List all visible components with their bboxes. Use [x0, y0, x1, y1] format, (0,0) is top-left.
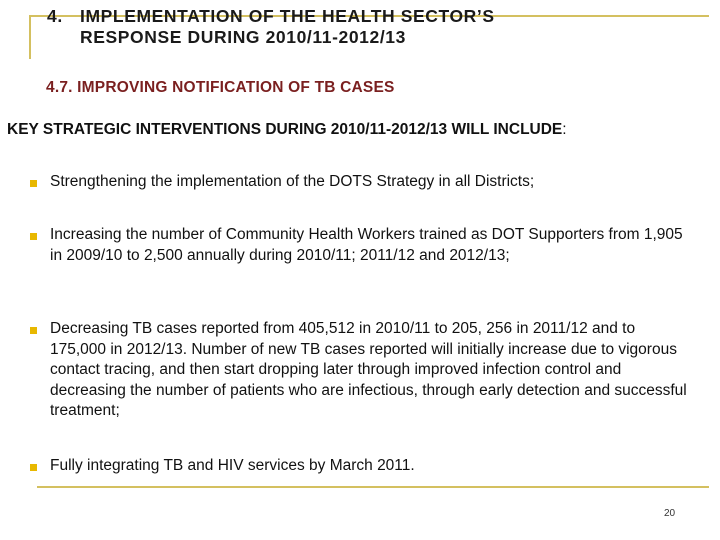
list-item-text: Decreasing TB cases reported from 405,512 in 2010/11 to 205, 256 in 2011/12 and to 175,000 in 2012/13. Number of new TB cases reported will initially increase due to vigorous contact tracing, and then start dropping later through improved infection control and decreasing the number of patients who are infectious, through early detection and successful treatment; [50, 320, 687, 419]
list-item-text: Strengthening the implementation of the DOTS Strategy in all Districts; [50, 173, 535, 190]
slide-title [47, 6, 495, 48]
square-bullet-icon [30, 180, 37, 187]
title-number: 4. [47, 6, 63, 26]
key-heading-colon: : [562, 121, 567, 138]
page-number: 20 [664, 508, 676, 519]
key-interventions-heading [7, 121, 567, 139]
square-bullet-icon [30, 464, 37, 471]
square-bullet-icon [30, 327, 37, 334]
list-item-text: Fully integrating TB and HIV services by March 2011. [50, 457, 415, 474]
section-subtitle: 4.7. IMPROVING NOTIFICATION OF TB CASES [46, 79, 395, 96]
frame-bottom-line [37, 486, 709, 488]
key-heading-text: KEY STRATEGIC INTERVENTIONS DURING 2010/11-2012/13 WILL INCLUDE [7, 121, 563, 138]
square-bullet-icon [30, 233, 37, 240]
list-item-text: Increasing the number of Community Health Workers trained as DOT Supporters from 1,905 in 2009/10 to 2,500 annually during 2010/11; 2011/12 and 2012/13; [50, 226, 683, 264]
title-line-2: RESPONSE DURING 2010/11-2012/13 [80, 27, 406, 47]
title-line-1: IMPLEMENTATION OF THE HEALTH SECTOR’S [80, 6, 495, 26]
frame-left-line [29, 15, 31, 59]
